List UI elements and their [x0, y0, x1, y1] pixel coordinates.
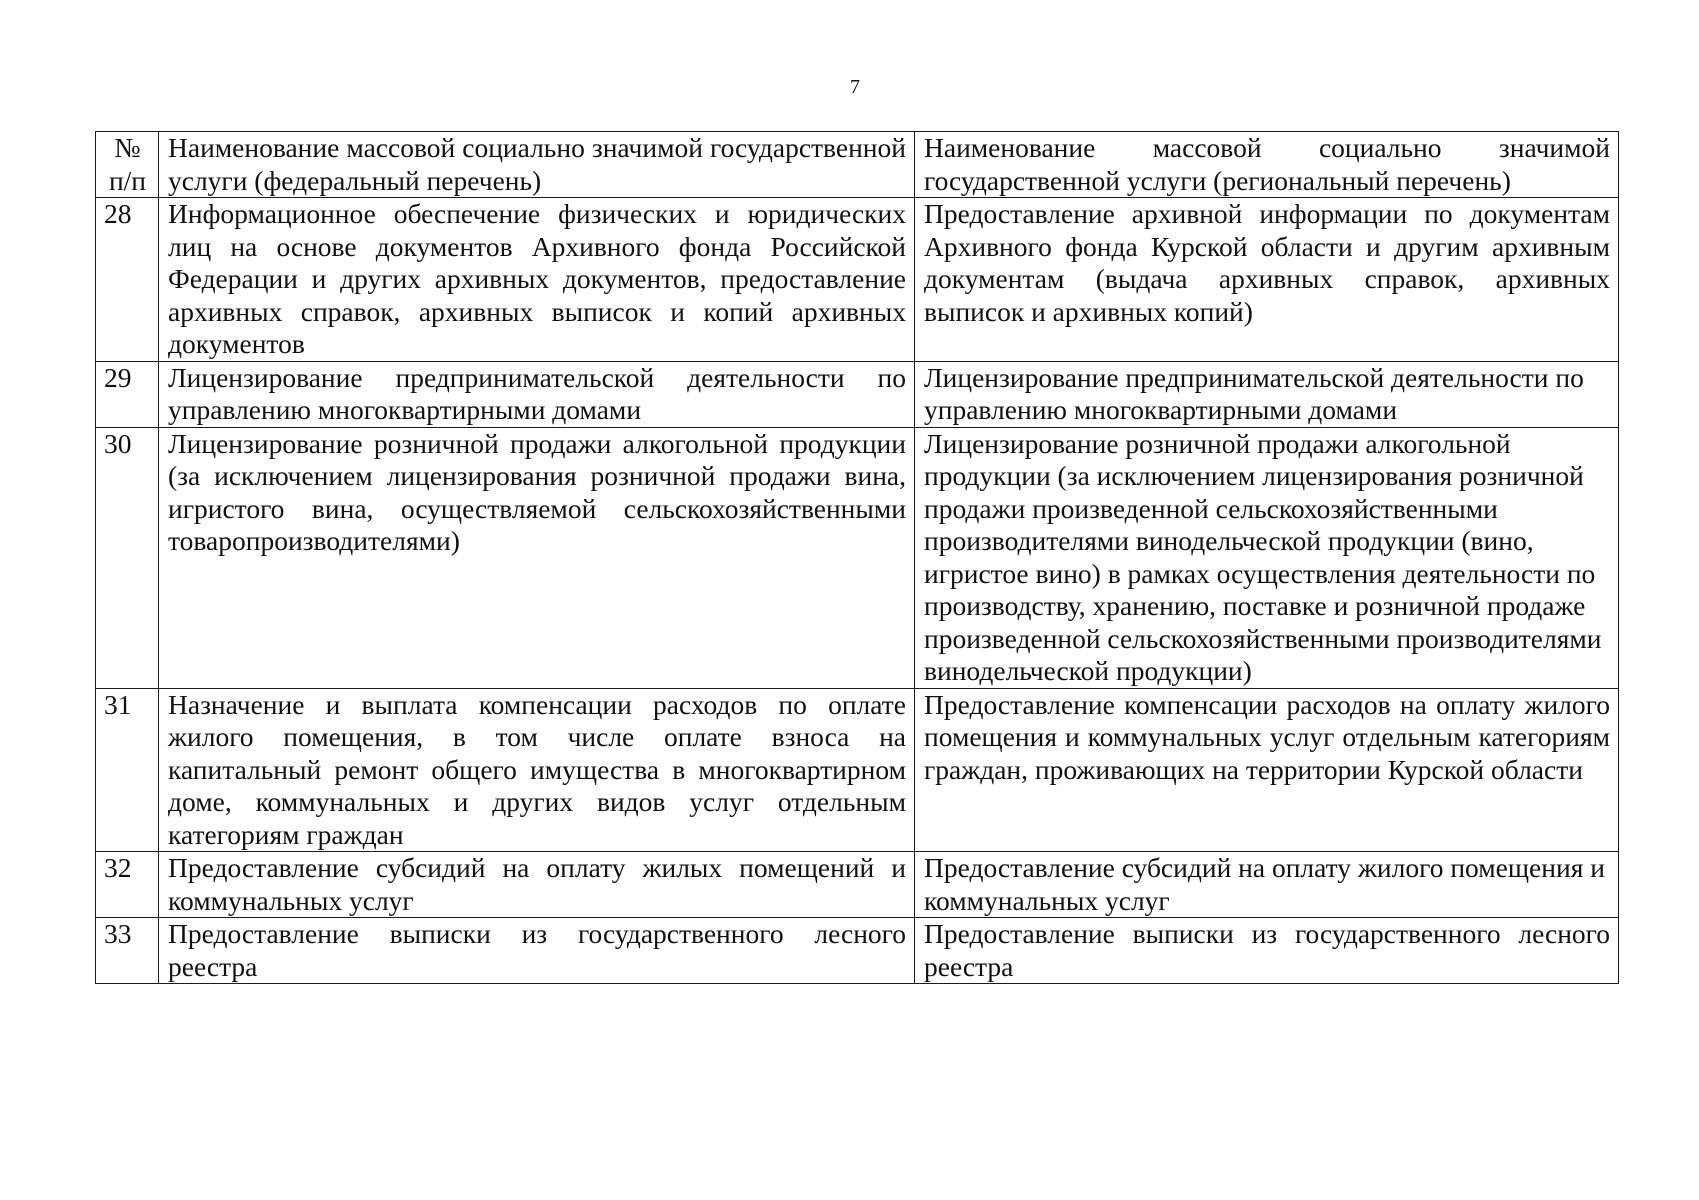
federal-service-name: Лицензирование розничной продажи алкогольной продукции (за исключением лицензирования розничной продажи вина, игристого вина, осуществляемой сельскохозяйственными товаропроизводителями) [159, 427, 915, 688]
federal-service-name: Информационное обеспечение физических и юридических лиц на основе документов Архивного фонда Российской Федерации и других архивных документов, предоставление архивных справок, архивных выписок и копий архивных документов [159, 198, 915, 362]
table-row [96, 918, 1619, 984]
table-row [96, 427, 1619, 688]
services-table [95, 131, 1619, 984]
header-regional-list: Наименование массовой социально значимой государственной услуги (региональный перечень) [915, 132, 1619, 198]
row-number: 29 [96, 361, 159, 427]
federal-service-name: Назначение и выплата компенсации расходов по оплате жилого помещения, в том числе оплате взноса на капитальный ремонт общего имущества в многоквартирном доме, коммунальных и других видов услуг отдельным категориям граждан [159, 688, 915, 852]
federal-service-name: Предоставление субсидий на оплату жилых помещений и коммунальных услуг [159, 852, 915, 918]
page-number: 7 [850, 76, 860, 98]
header-number-pp: п/п [108, 164, 147, 196]
row-number: 33 [96, 918, 159, 984]
regional-service-name: Лицензирование розничной продажи алкогольной продукции (за исключением лицензирования розничной продажи произведенной сельскохозяйственными производителями винодельческой продукции (вино, игристое вино) в рамках осуществления деятельности по производству, хранению, поставке и розничной продаже произведенной сельскохозяйственными производителями винодельческой продукции) [915, 427, 1619, 688]
table-row [96, 852, 1619, 918]
table-row [96, 688, 1619, 852]
federal-service-name: Лицензирование предпринимательской деятельности по управлению многоквартирными домами [159, 361, 915, 427]
regional-service-name: Предоставление компенсации расходов на оплату жилого помещения и коммунальных услуг отдельным категориям граждан, проживающих на территории Курской области [915, 688, 1619, 852]
federal-service-name: Предоставление выписки из государственного лесного реестра [159, 918, 915, 984]
regional-service-name: Лицензирование предпринимательской деятельности по управлению многоквартирными домами [915, 361, 1619, 427]
header-number [96, 132, 159, 198]
table-header-row [96, 132, 1619, 198]
table-row [96, 198, 1619, 362]
row-number: 30 [96, 427, 159, 688]
row-number: 31 [96, 688, 159, 852]
row-number: 28 [96, 198, 159, 362]
header-number-sign: № [114, 132, 141, 163]
regional-service-name: Предоставление выписки из государственного лесного реестра [915, 918, 1619, 984]
regional-service-name: Предоставление субсидий на оплату жилого помещения и коммунальных услуг [915, 852, 1619, 918]
header-federal-list: Наименование массовой социально значимой государственной услуги (федеральный перечень) [159, 132, 915, 198]
regional-service-name: Предоставление архивной информации по документам Архивного фонда Курской области и другим архивным документам (выдача архивных справок, архивных выписок и архивных копий) [915, 198, 1619, 362]
table-row [96, 361, 1619, 427]
row-number: 32 [96, 852, 159, 918]
